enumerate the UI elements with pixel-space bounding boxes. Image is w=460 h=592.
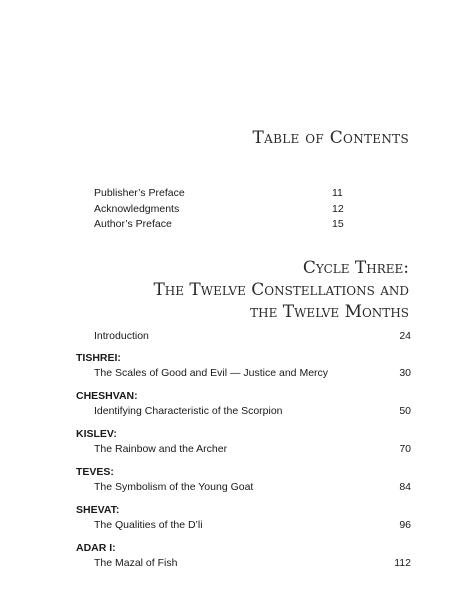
month-heading: KISLEV: — [76, 428, 117, 440]
page-title: Table of Contents — [252, 128, 409, 148]
entry-page-number: 30 — [399, 367, 411, 379]
entry-title: The Scales of Good and Evil — Justice and Mercy — [94, 367, 329, 379]
entry-title: Author’s Preface — [94, 218, 172, 230]
month-heading: TISHREI: — [76, 352, 121, 364]
toc-entry[interactable] — [94, 217, 346, 233]
entry-page-number: 15 — [332, 218, 344, 230]
entry-title: The Mazal of Fish — [94, 557, 178, 569]
entry-title: Identifying Characteristic of the Scorpion — [94, 405, 283, 417]
toc-entry[interactable] — [76, 555, 411, 571]
toc-entry[interactable] — [76, 479, 411, 495]
cycle-heading-line: the Twelve Months — [250, 302, 409, 322]
toc-entry[interactable] — [76, 328, 411, 345]
month-heading: ADAR I: — [76, 542, 116, 554]
entry-page-number: 112 — [394, 557, 411, 569]
entry-page-number: 84 — [399, 481, 411, 493]
entry-page-number: 50 — [399, 405, 411, 417]
month-heading: CHESHVAN: — [76, 390, 138, 402]
toc-entry[interactable] — [76, 403, 411, 419]
front-matter-list — [94, 186, 346, 233]
entry-page-number: 96 — [399, 519, 411, 531]
toc-entry[interactable] — [94, 202, 346, 218]
cycle-heading-line: The Twelve Constellations and — [153, 280, 409, 300]
cycle-heading-line: Cycle Three: — [302, 258, 409, 278]
entry-title: Acknowledgments — [94, 202, 180, 215]
cycle-heading — [153, 257, 409, 323]
entry-page-number: 24 — [399, 330, 411, 342]
entry-title: Publisher’s Preface — [94, 187, 185, 199]
toc-entry[interactable] — [76, 365, 411, 381]
entry-title: The Qualities of the D’li — [94, 519, 203, 531]
toc-entry[interactable] — [76, 441, 411, 457]
chapter-list — [76, 328, 411, 579]
entry-title: Introduction — [94, 330, 149, 342]
entry-title: The Rainbow and the Archer — [94, 443, 228, 455]
month-heading: TEVES: — [76, 466, 114, 478]
entry-page-number: 11 — [332, 187, 343, 199]
toc-entry[interactable] — [94, 186, 346, 202]
toc-entry[interactable] — [76, 517, 411, 533]
entry-page-number: 70 — [399, 443, 411, 455]
entry-page-number: 12 — [332, 202, 344, 215]
entry-title: The Symbolism of the Young Goat — [94, 481, 254, 493]
month-heading: SHEVAT: — [76, 504, 120, 516]
